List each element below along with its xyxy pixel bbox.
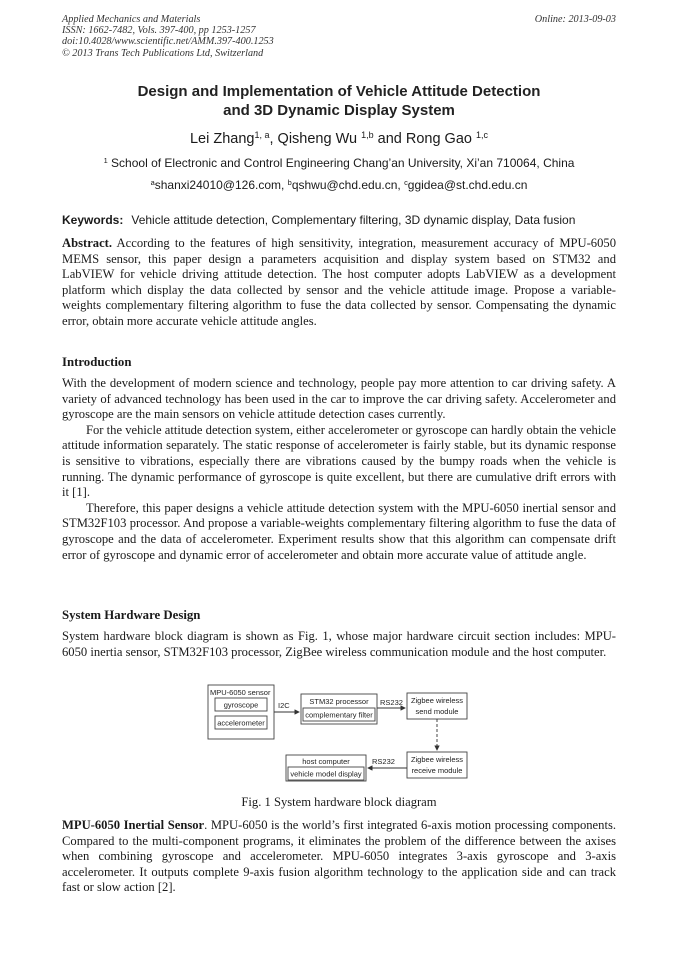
keywords-label: Keywords: xyxy=(62,213,124,227)
zigbee-send-label-1: Zigbee wireless xyxy=(410,696,464,705)
title-line-1: Design and Implementation of Vehicle Attitude Detection xyxy=(137,83,541,100)
email-a-sup: a xyxy=(150,177,155,187)
zigbee-send-box xyxy=(407,693,467,719)
email-a: shanxi24010@126.com, xyxy=(154,178,288,192)
author-sep-1: , xyxy=(269,131,278,147)
accelerometer-box xyxy=(215,716,267,729)
vehicle-display-box xyxy=(288,767,364,780)
keywords-text: Vehicle attitude detection, Complementary filtering, 3D dynamic display, Data fusion xyxy=(131,213,576,227)
mpu-section xyxy=(62,818,616,896)
zigbee-receive-box xyxy=(407,752,467,778)
abstract-text: According to the features of high sensitivity, integration, measurement accuracy of MPU-6050 MEMS sensor, this paper design a parameters acquisition and display system based on STM32 and LabVIEW for vehicle driving attitude detection. The host computer adopts LabVIEW as a development platform which display the data collected by sensor and the vehicle attitude image. Propose a variable-weights complementary filtering algorithm to fuse the data collected by sensor. Compensating the dynamic error, obtain more accurate vehicle attitude angles. xyxy=(62,236,616,328)
email-c-sup: c xyxy=(404,177,408,187)
zigbee-send-label-2: send module xyxy=(415,707,459,716)
mpu-section-text: . MPU-6050 is the world’s first integrated 6-axis motion processing components. Compared to the multi-component programs, it eliminates the problem of the difference between the axises when combining gyroscope and accelerometer. MPU-6050 integrates 3-axis gyroscope and 3-axis accelerometer. It outputs complete 9-axis fusion algorithm technology to the application side and can track fast or slow action [2]. xyxy=(62,818,616,895)
abstract-label: Abstract. xyxy=(62,236,113,250)
affiliation-text: School of Electronic and Control Engineering Chang’an University, Xi’an 710064, China xyxy=(107,156,575,170)
rs232-bottom-label: RS232 xyxy=(372,757,395,766)
i2c-label: I2C xyxy=(278,701,290,710)
author-3: Rong Gao xyxy=(405,131,476,147)
author-list xyxy=(62,130,616,148)
accelerometer-label: accelerometer xyxy=(217,718,265,728)
email-b: qshwu@chd.edu.cn, xyxy=(291,178,405,192)
email-c: ggidea@st.chd.edu.cn xyxy=(407,178,528,192)
title-line-2: and 3D Dynamic Display System xyxy=(223,102,455,119)
filter-box xyxy=(303,708,375,721)
author-2: Qisheng Wu xyxy=(277,131,362,147)
affiliation-sup: 1 xyxy=(103,155,108,165)
gyroscope-box xyxy=(215,698,267,711)
zigbee-receive-label-2: receive module xyxy=(411,766,463,775)
abstract xyxy=(62,236,616,330)
gyroscope-label: gyroscope xyxy=(223,700,259,710)
stm32-box xyxy=(301,694,377,724)
rs232-top-label: RS232 xyxy=(380,698,403,707)
hardware-heading: System Hardware Design xyxy=(62,608,201,622)
hardware-paragraph: System hardware block diagram is shown as Fig. 1, whose major hardware circuit section includes: MPU-6050 inertia sensor, STM32F103 processor, ZigBee wireless communication module and the host computer. xyxy=(62,629,616,659)
author-2-sup: 1,b xyxy=(361,130,374,141)
author-1: Lei Zhang xyxy=(189,131,255,147)
author-emails xyxy=(62,178,616,193)
paper-title xyxy=(62,82,616,120)
author-sep-2: and xyxy=(373,131,406,147)
host-computer-box xyxy=(286,755,366,781)
online-date: Online: 2013-09-03 xyxy=(534,14,616,25)
issn-line: ISSN: 1662-7482, Vols. 397-400, pp 1253-1257 xyxy=(62,25,256,37)
intro-paragraph-3: Therefore, this paper designs a vehicle attitude detection system with the MPU-6050 inertial sensor and STM32F103 processor. And propose a variable-weights complementary filtering algorithm to fuse the data of gyroscope and the data of accelerometer. Experiment results show that this algorithm can compensate drift error of gyroscope and dynamic error of accelerometer and obtain more accurate value of attitude angle. xyxy=(62,500,616,562)
figure-caption: Fig. 1 System hardware block diagram xyxy=(241,795,437,809)
vehicle-display-label: vehicle model display xyxy=(290,769,362,779)
mpu-title-label: MPU-6050 sensor xyxy=(210,688,271,697)
affiliation xyxy=(62,156,616,171)
mpu-sensor-box xyxy=(208,685,274,739)
stm32-label: STM32 processor xyxy=(309,697,369,706)
author-3-sup: 1,c xyxy=(476,130,488,141)
intro-paragraph-1: With the development of modern science and technology, people pay more attention to car driving safety. A variety of advanced technology has been used in the car to improve the car driving safety. Accelerometer and gyroscope are the main sensors on vehicle attitude detection cases currently. xyxy=(62,376,616,422)
filter-label: complementary filter xyxy=(305,710,373,720)
introduction-heading: Introduction xyxy=(62,355,132,369)
keywords xyxy=(62,213,616,228)
doi-line: doi:10.4028/www.scientific.net/AMM.397-400.1253 xyxy=(62,36,274,48)
copyright-line: © 2013 Trans Tech Publications Ltd, Switzerland xyxy=(62,47,264,59)
host-computer-label: host computer xyxy=(302,757,350,766)
author-1-sup: 1, a xyxy=(254,130,270,141)
journal-name: Applied Mechanics and Materials xyxy=(62,14,201,25)
introduction-body xyxy=(62,376,616,563)
page-header xyxy=(62,14,616,59)
mpu-section-label: MPU-6050 Inertial Sensor xyxy=(62,818,205,832)
email-b-sup: b xyxy=(287,177,292,187)
intro-paragraph-2: For the vehicle attitude detection system, either accelerometer or gyroscope can hardly obtain the vehicle attitude information separately. The static response of accelerometer is fairly stable, but its dynamic response is sensitive to vibrations, especially there are vibrations caused by the bumpy roads when the vehicle is running. The dynamic performance of gyroscope is quite excellent, but there are cumulative drift errors with it [1]. xyxy=(62,422,616,500)
zigbee-receive-label-1: Zigbee wireless xyxy=(410,755,464,764)
